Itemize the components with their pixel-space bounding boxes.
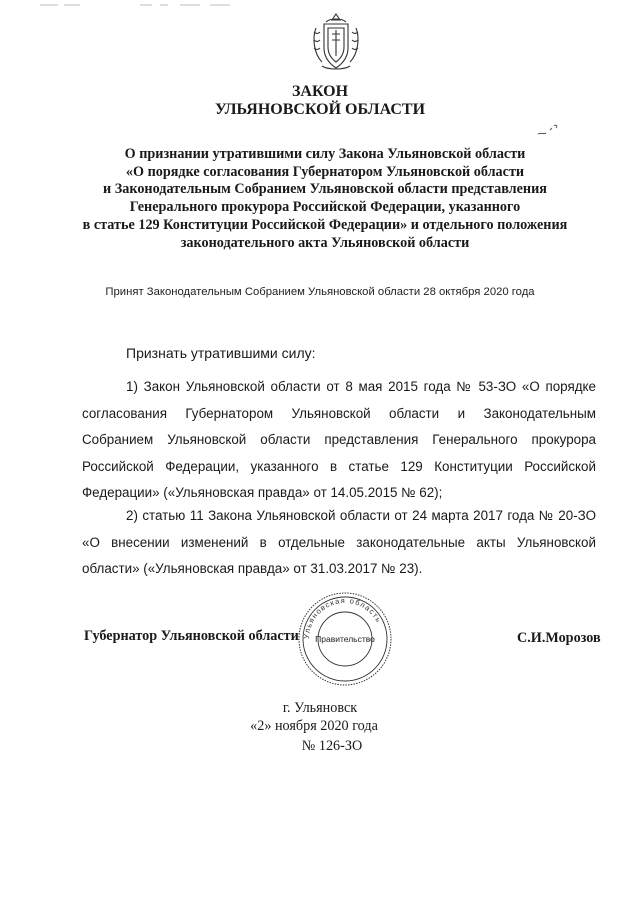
date: «2» ноября 2020 года bbox=[250, 718, 378, 734]
adoption-note: Принят Законодательным Собранием Ульяновской области 28 октября 2020 года bbox=[105, 286, 535, 298]
paragraph-1: 1) Закон Ульяновской области от 8 мая 2015 года № 53-ЗО «О порядке согласования Губернатором Ульяновской области и Законодательным Собранием Ульяновской области представления Генерального прокурора Российской Федерации, указанного в статье 129 Конституции Российской Федерации» («Ульяновская правда» от 14.05.2015 № 62); bbox=[82, 379, 596, 500]
title-line: «О порядке согласования Губернатором Ульяновской области bbox=[125, 163, 525, 180]
signature-name: С.И.Морозов bbox=[517, 630, 601, 646]
law-number: № 126-ЗО bbox=[301, 738, 363, 754]
law-title bbox=[60, 146, 590, 252]
signature-title: Губернатор Ульяновской области bbox=[84, 628, 299, 644]
region-heading: УЛЬЯНОВСКОЙ ОБЛАСТИ bbox=[214, 101, 426, 118]
law-heading: ЗАКОН bbox=[291, 83, 349, 100]
paragraph-2: 2) статью 11 Закона Ульяновской области от 24 марта 2017 года № 20-ЗО «О внесении изменений в отдельные законодательные акты Ульяновской области» («Ульяновская правда» от 31.03.2017 № 23). bbox=[82, 508, 596, 576]
title-line: Генерального прокурора Российской Федерации, указанного bbox=[129, 199, 521, 216]
title-line: и Законодательным Собранием Ульяновской области представления bbox=[103, 181, 547, 198]
official-stamp-icon bbox=[296, 590, 394, 688]
title-line: О признании утратившими силу Закона Ульяновской области bbox=[124, 146, 526, 162]
title-line: в статье 129 Конституции Российской Федерации» и отдельного положения bbox=[82, 216, 568, 233]
handwritten-mark bbox=[536, 122, 566, 138]
scan-marks bbox=[40, 0, 240, 10]
coat-of-arms-icon bbox=[308, 10, 364, 74]
place: г. Ульяновск bbox=[282, 700, 358, 716]
seal-ring-text: Ульяновская область bbox=[301, 595, 384, 640]
seal-center-text: Правительство bbox=[315, 634, 375, 644]
intro-text: Признать утратившими силу: bbox=[126, 345, 316, 361]
title-line: законодательного акта Ульяновской области bbox=[180, 234, 470, 251]
